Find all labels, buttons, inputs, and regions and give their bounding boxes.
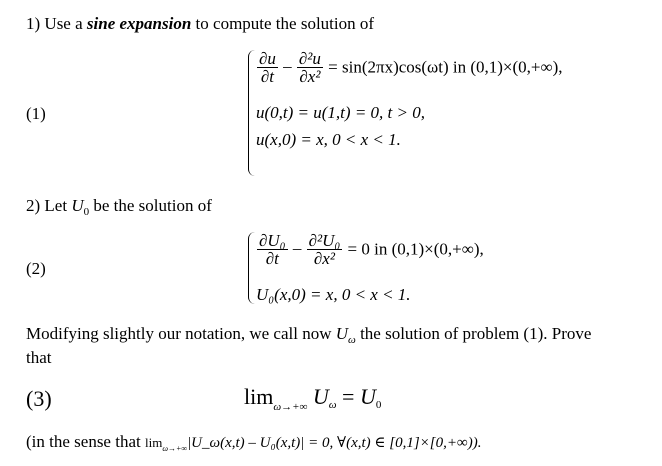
paragraph-prefix: Modifying slightly our notation, we call now (26, 324, 336, 343)
eq1-rhs: = sin(2πx)cos(ωt) in (0,1)×(0,+∞), (328, 57, 563, 77)
system1-eq3: u(x,0) = x, 0 < x < 1. (256, 130, 401, 149)
lhs-sub: ω (328, 399, 337, 411)
numerator-dU0: ∂U₀ (259, 231, 286, 250)
sense-lim-sub: ω→+∞ (162, 444, 188, 453)
limit-label: (3) (26, 386, 52, 411)
denominator-dx2: ∂x² (297, 67, 323, 85)
limit-equation (244, 384, 382, 413)
part2-suffix: be the solution of (89, 196, 212, 215)
numerator-d2U0: ∂²U₀ (308, 231, 341, 250)
denominator-dx2: ∂x² (307, 249, 343, 267)
sense-expression: |U_ω(x,t) – U₀(x,t)| = 0, ∀(x,t) ∈ [0,1]×[0,+∞)). (187, 435, 482, 451)
minus-sign: – (292, 238, 302, 258)
fraction-du-dt (257, 50, 278, 85)
system1-brace (248, 50, 255, 176)
part2-var: U (71, 196, 84, 215)
lhs-var: U (312, 384, 329, 409)
part1-suffix: to compute the solution of (191, 14, 375, 33)
lim-subscript: ω→+∞ (273, 401, 308, 413)
system2-brace (248, 232, 255, 304)
system2-eq2: U₀(x,0) = x, 0 < x < 1. (256, 285, 411, 304)
sense-prefix: (in the sense that (26, 432, 145, 451)
system2-label: (2) (26, 259, 46, 278)
paragraph-line2: that (26, 348, 52, 367)
paragraph-suffix: the solution of problem (1). Prove (355, 324, 592, 343)
paragraph-var: U (335, 324, 349, 343)
numerator-d2u: ∂²u (298, 49, 321, 68)
fraction-dU0-dt (257, 232, 288, 267)
system1-eq2: u(0,t) = u(1,t) = 0, t > 0, (256, 103, 425, 122)
paragraph-line1 (26, 324, 591, 346)
system1-label: (1) (26, 104, 46, 123)
eq1-rhs: = 0 in (0,1)×(0,+∞), (347, 239, 484, 259)
denominator-dt: ∂t (257, 67, 278, 85)
minus-sign: – (283, 56, 292, 76)
fraction-d2u-dx2 (297, 50, 323, 85)
rhs-var: U (359, 384, 376, 409)
system1-eq1 (256, 50, 563, 85)
sense-lim: lim (144, 435, 163, 450)
paragraph-var-sub: ω (348, 334, 356, 346)
part2-heading (26, 196, 212, 218)
part1-emphasis: sine expansion (86, 14, 192, 33)
numerator-du: ∂u (259, 49, 276, 68)
rhs-sub: 0 (375, 399, 382, 411)
part2-var-sub: 0 (83, 206, 90, 218)
sense-line (26, 432, 481, 455)
fraction-d2U0-dx2 (307, 232, 343, 267)
part1-prefix: 1) Use a (26, 14, 87, 33)
system2-eq1 (256, 232, 484, 267)
part2-prefix: 2) Let (26, 196, 72, 215)
lim-operator: lim (244, 384, 274, 409)
part1-heading (26, 14, 374, 34)
equals-sign: = (336, 384, 360, 409)
denominator-dt: ∂t (257, 249, 288, 267)
